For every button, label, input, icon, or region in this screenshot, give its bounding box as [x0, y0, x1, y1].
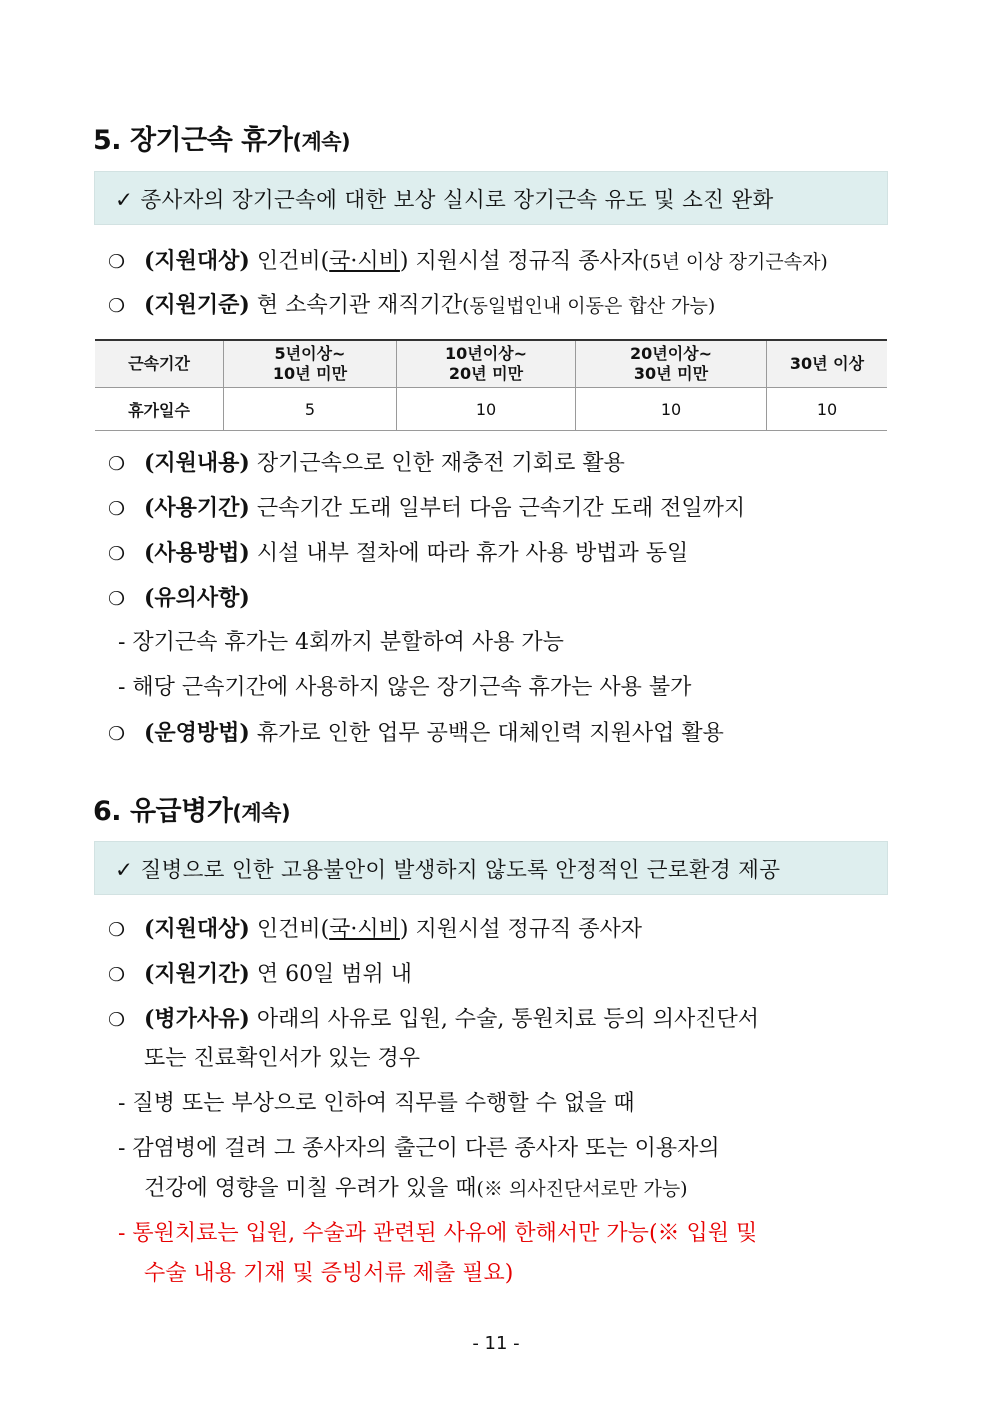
- page-number: - 11 -: [472, 1333, 520, 1354]
- table-row-label: 휴가일수: [95, 388, 224, 431]
- section6-title: 6. 유급병가(계속): [93, 796, 291, 827]
- s5-method-item: ❍ (사용방법) 시설 내부 절차에 따라 휴가 사용 방법과 동일: [108, 533, 898, 574]
- s6-period-item: ❍ (지원기간) 연 60일 범위 내: [108, 954, 898, 995]
- s6-sub-3-cont: 수술 내용 기재 및 증빙서류 제출 필요): [144, 1261, 514, 1286]
- s5-target-item: ❍ (지원대상) 인건비(국·시비) 지원시설 정규직 종사자(5년 이상 장기근속자): [108, 241, 898, 282]
- circle-bullet-icon: ❍: [108, 543, 126, 565]
- s6-sub-3: - 통원치료는 입원, 수술과 관련된 사유에 한해서만 가능(※ 입원 및: [118, 1221, 758, 1246]
- table-header-cell: 10년이상~ 20년 미만: [397, 340, 576, 388]
- circle-bullet-icon: ❍: [108, 919, 126, 941]
- circle-bullet-icon: ❍: [108, 295, 126, 317]
- s5-notes-item: ❍ (유의사항): [108, 578, 898, 619]
- s5-period-item: ❍ (사용기간) 근속기간 도래 일부터 다음 근속기간 도래 전일까지: [108, 488, 898, 529]
- circle-bullet-icon: ❍: [108, 498, 126, 520]
- table-cell: 10: [767, 388, 888, 431]
- circle-bullet-icon: ❍: [108, 251, 126, 273]
- s5-content-item: ❍ (지원내용) 장기근속으로 인한 재충전 기회로 활용: [108, 443, 898, 484]
- s6-sub-2: - 감염병에 걸려 그 종사자의 출근이 다른 종사자 또는 이용자의: [118, 1136, 720, 1161]
- section5-summary: ✓ 종사자의 장기근속에 대한 보상 실시로 장기근속 유도 및 소진 완화: [115, 187, 774, 213]
- s6-reason-item-cont: 또는 진료확인서가 있는 경우: [144, 1046, 421, 1071]
- table-cell: 10: [397, 388, 576, 431]
- s5-note-2: - 해당 근속기간에 사용하지 않은 장기근속 휴가는 사용 불가: [118, 675, 692, 700]
- section6-summary: ✓ 질병으로 인한 고용불안이 발생하지 않도록 안정적인 근로환경 제공: [115, 857, 781, 883]
- section5-summary-box: [94, 171, 888, 225]
- table-row: [95, 388, 887, 431]
- table-header-cell: 근속기간: [95, 340, 224, 388]
- s5-note-1: - 장기근속 휴가는 4회까지 분할하여 사용 가능: [118, 630, 564, 655]
- service-period-table: [95, 339, 887, 431]
- circle-bullet-icon: ❍: [108, 723, 126, 745]
- s5-criteria-item: ❍ (지원기준) 현 소속기관 재직기간(동일법인내 이동은 합산 가능): [108, 285, 898, 326]
- circle-bullet-icon: ❍: [108, 964, 126, 986]
- table-cell: 10: [576, 388, 767, 431]
- section5-title: 5. 장기근속 휴가(계속): [93, 125, 351, 156]
- table-header-row: [95, 340, 887, 388]
- circle-bullet-icon: ❍: [108, 453, 126, 475]
- table-header-cell: 5년이상~ 10년 미만: [224, 340, 397, 388]
- circle-bullet-icon: ❍: [108, 588, 126, 610]
- s6-target-item: ❍ (지원대상) 인건비(국·시비) 지원시설 정규직 종사자: [108, 909, 898, 950]
- s6-reason-item: ❍ (병가사유) 아래의 사유로 입원, 수술, 통원치료 등의 의사진단서: [108, 999, 898, 1040]
- s6-sub-2-cont: 건강에 영향을 미칠 우려가 있을 때(※ 의사진단서로만 가능): [144, 1176, 688, 1201]
- s5-ops-item: ❍ (운영방법) 휴가로 인한 업무 공백은 대체인력 지원사업 활용: [108, 713, 898, 754]
- s6-sub-1: - 질병 또는 부상으로 인하여 직무를 수행할 수 없을 때: [118, 1091, 635, 1116]
- section6-summary-box: [94, 841, 888, 895]
- table-header-cell: 30년 이상: [767, 340, 888, 388]
- circle-bullet-icon: ❍: [108, 1009, 126, 1031]
- table-cell: 5: [224, 388, 397, 431]
- table-header-cell: 20년이상~ 30년 미만: [576, 340, 767, 388]
